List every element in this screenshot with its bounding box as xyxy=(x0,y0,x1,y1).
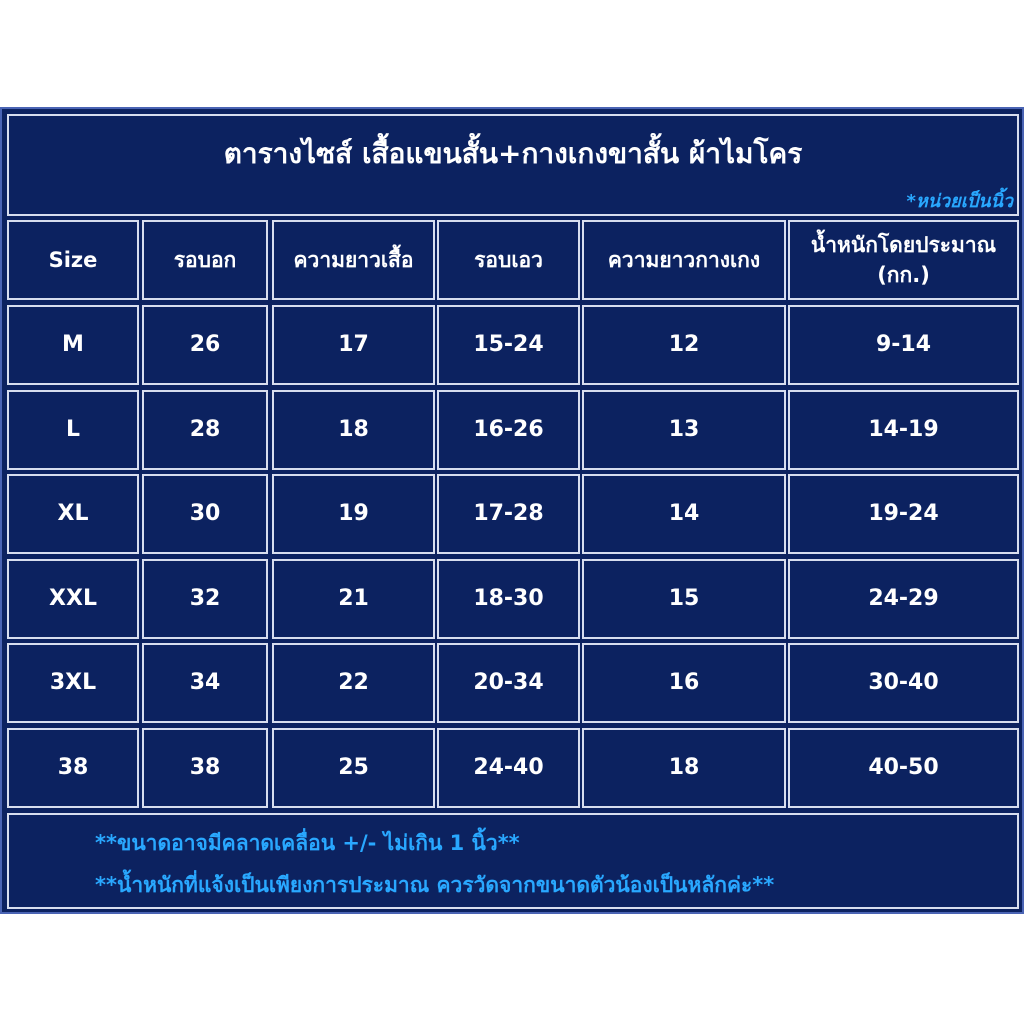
header-waist: รอบเอว xyxy=(437,220,580,300)
cell-waist: 16-26 xyxy=(437,390,580,470)
cell-shirt-length: 21 xyxy=(272,559,435,639)
cell-waist: 24-40 xyxy=(437,728,580,808)
cell-size: XXL xyxy=(7,559,139,639)
cell-chest: 26 xyxy=(142,305,268,385)
cell-chest: 28 xyxy=(142,390,268,470)
cell-weight: 14-19 xyxy=(788,390,1019,470)
cell-size: L xyxy=(7,390,139,470)
title-box xyxy=(7,114,1019,216)
cell-chest: 34 xyxy=(142,643,268,723)
cell-weight: 9-14 xyxy=(788,305,1019,385)
header-shirt-length: ความยาวเสื้อ xyxy=(272,220,435,300)
cell-pants-length: 13 xyxy=(582,390,786,470)
header-pants-length: ความยาวกางเกง xyxy=(582,220,786,300)
cell-chest: 32 xyxy=(142,559,268,639)
cell-chest: 38 xyxy=(142,728,268,808)
cell-weight: 24-29 xyxy=(788,559,1019,639)
cell-size: 38 xyxy=(7,728,139,808)
cell-shirt-length: 17 xyxy=(272,305,435,385)
footer-note-tolerance: **ขนาดอาจมีคลาดเคลื่อน +/- ไม่เกิน 1 นิ้ว** xyxy=(95,831,520,855)
cell-waist: 15-24 xyxy=(437,305,580,385)
cell-size: 3XL xyxy=(7,643,139,723)
cell-waist: 20-34 xyxy=(437,643,580,723)
cell-waist: 18-30 xyxy=(437,559,580,639)
cell-weight: 40-50 xyxy=(788,728,1019,808)
cell-weight: 19-24 xyxy=(788,474,1019,554)
chart-title: ตารางไซส์ เสื้อแขนสั้น+กางเกงขาสั้น ผ้าไมโคร xyxy=(223,137,803,170)
cell-chest: 30 xyxy=(142,474,268,554)
cell-shirt-length: 18 xyxy=(272,390,435,470)
cell-shirt-length: 19 xyxy=(272,474,435,554)
unit-note: *หน่วยเป็นนิ้ว xyxy=(906,191,1013,212)
cell-pants-length: 16 xyxy=(582,643,786,723)
cell-size: M xyxy=(7,305,139,385)
cell-pants-length: 12 xyxy=(582,305,786,385)
header-chest: รอบอก xyxy=(142,220,268,300)
header-size: Size xyxy=(7,220,139,300)
cell-shirt-length: 25 xyxy=(272,728,435,808)
footer-note-weight: **น้ำหนักที่แจ้งเป็นเพียงการประมาณ ควรวัดจากขนาดตัวน้องเป็นหลักค่ะ** xyxy=(95,873,775,897)
cell-size: XL xyxy=(7,474,139,554)
cell-weight: 30-40 xyxy=(788,643,1019,723)
cell-pants-length: 18 xyxy=(582,728,786,808)
cell-shirt-length: 22 xyxy=(272,643,435,723)
cell-pants-length: 14 xyxy=(582,474,786,554)
cell-pants-length: 15 xyxy=(582,559,786,639)
header-weight: น้ำหนักโดยประมาณ (กก.) xyxy=(788,220,1019,300)
footer-box xyxy=(7,813,1019,909)
cell-waist: 17-28 xyxy=(437,474,580,554)
